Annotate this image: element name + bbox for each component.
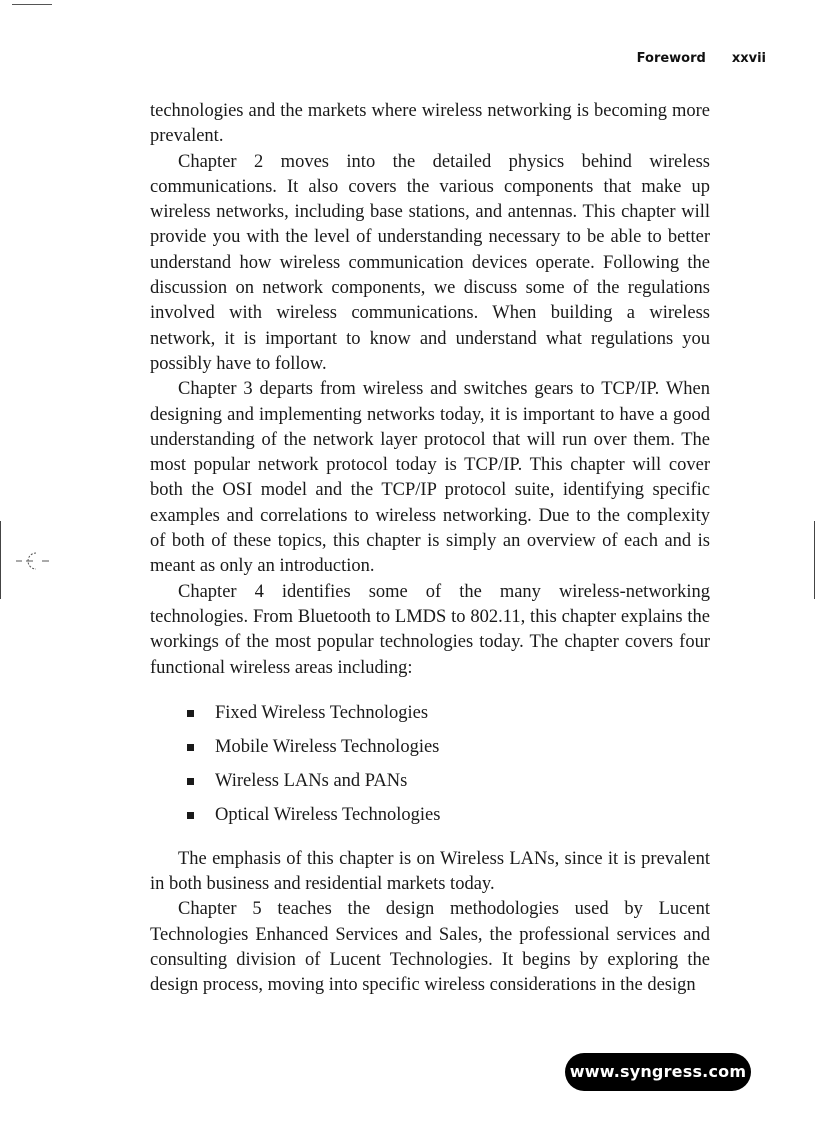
paragraph: technologies and the markets where wireless networking is becoming more prevalent.	[150, 101, 710, 147]
bullet-square-icon	[187, 744, 194, 751]
page-number: xxvii	[731, 51, 766, 66]
list-item	[150, 730, 710, 764]
list-item-text: Fixed Wireless Technologies	[215, 702, 429, 723]
crop-mark	[12, 4, 52, 5]
registration-line-left	[0, 521, 1, 599]
registration-mark-icon	[16, 550, 52, 572]
website-footer-badge: www.syngress.com	[565, 1053, 751, 1091]
list-item	[150, 798, 710, 832]
header-title: Foreword	[636, 51, 706, 66]
paragraph: Chapter 3 departs from wireless and switches gears to TCP/IP. When designing and implementing networks today, it is important to have a good understanding of the network layer protocol that will run over them. The most popular network protocol today is TCP/IP. This chapter will cover both the OSI model and the TCP/IP protocol suite, identifying specific examples and correlations to wireless networking. Due to the complexity of both of these topics, this chapter is simply an overview of each and is meant as only an introduction.	[150, 379, 710, 577]
bullet-list	[150, 696, 710, 832]
running-header	[637, 51, 766, 66]
paragraph: Chapter 5 teaches the design methodologies used by Lucent Technologies Enhanced Services and Sales, the professional services and consulting division of Lucent Technologies. It begins by exploring the design process, moving into specific wireless considerations in the design	[150, 899, 710, 996]
paragraph: The emphasis of this chapter is on Wireless LANs, since it is prevalent in both business and residential markets today.	[150, 848, 710, 895]
paragraph: Chapter 4 identifies some of the many wireless-networking technologies. From Bluetooth to LMDS to 802.11, this chapter explains the workings of the most popular technologies today. The chapter covers four functional wireless areas including:	[150, 581, 710, 678]
bullet-square-icon	[187, 710, 194, 717]
list-item-text: Mobile Wireless Technologies	[215, 736, 440, 757]
registration-line-right	[814, 521, 815, 599]
paragraph: Chapter 2 moves into the detailed physics behind wireless communications. It also covers the various components that make up wireless networks, including base stations, and antennas. This chapter will provide you with the level of understanding necessary to be able to better understand how wireless communication devices operate. Following the discussion on network components, we discuss some of the regulations involved with wireless communications. When building a wireless network, it is important to know and understand what regulations you possibly have to follow.	[150, 151, 710, 374]
list-item-text: Wireless LANs and PANs	[215, 770, 408, 791]
body-text	[150, 99, 710, 999]
list-item	[150, 764, 710, 798]
bullet-square-icon	[187, 812, 194, 819]
bullet-square-icon	[187, 778, 194, 785]
list-item-text: Optical Wireless Technologies	[215, 804, 441, 825]
list-item	[150, 696, 710, 730]
